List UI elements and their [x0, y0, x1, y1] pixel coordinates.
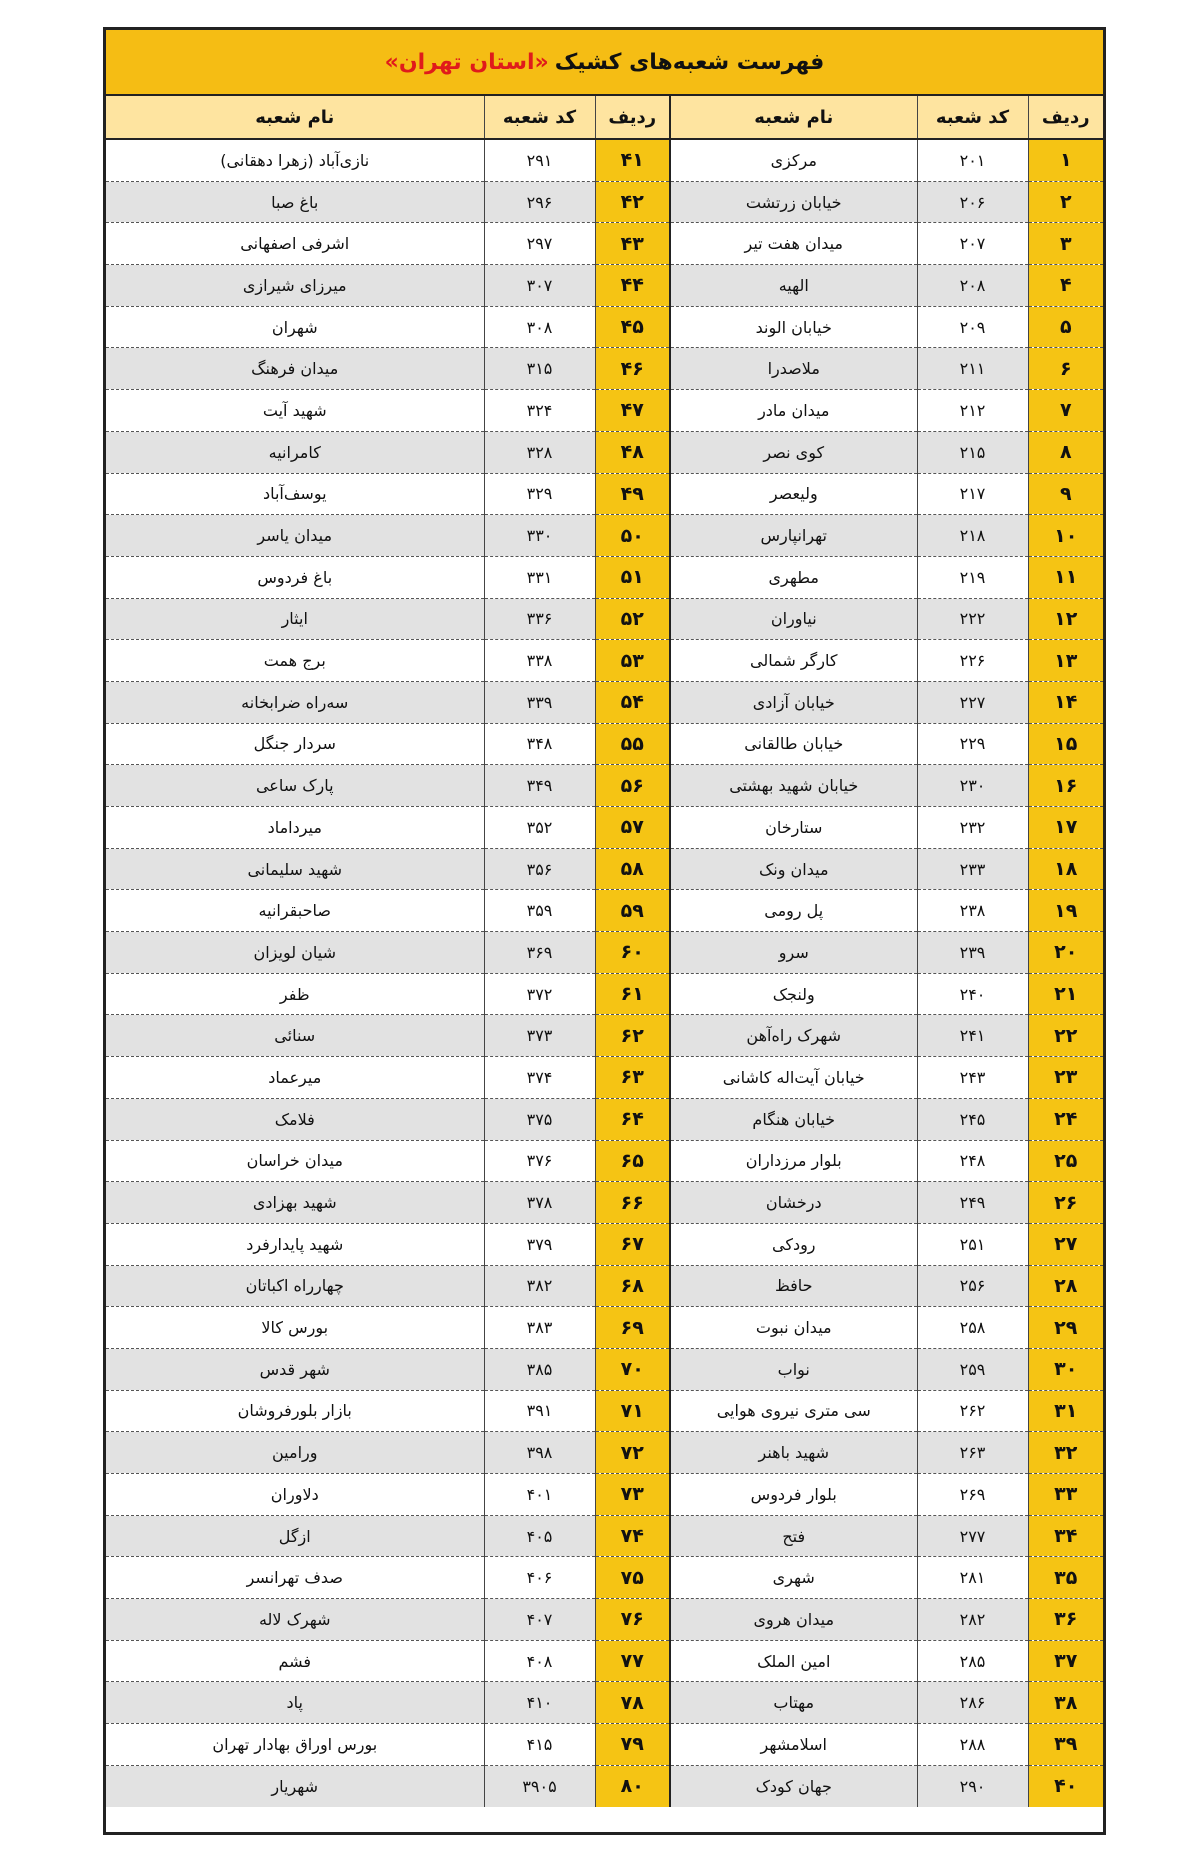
table-row	[106, 223, 1103, 265]
table-row	[106, 1432, 1103, 1474]
table-row	[106, 1348, 1103, 1390]
branch-name-cell: اسلامشهر	[670, 1724, 917, 1766]
branch-name-cell: تهرانپارس	[670, 515, 917, 557]
table-row	[106, 1057, 1103, 1099]
row-number-cell: ۵۵	[595, 723, 670, 765]
branch-code-cell: ۲۰۷	[917, 223, 1028, 265]
row-number-cell: ۶۵	[595, 1140, 670, 1182]
branch-name-cell: فشم	[106, 1640, 484, 1682]
row-number-cell: ۵۳	[595, 640, 670, 682]
branch-code-cell: ۲۱۲	[917, 390, 1028, 432]
branch-code-cell: ۳۴۹	[484, 765, 595, 807]
branch-name-cell: دلاوران	[106, 1474, 484, 1516]
branch-name-cell: جهان کودک	[670, 1765, 917, 1806]
branch-name-cell: خیابان الوند	[670, 306, 917, 348]
table-row	[106, 1682, 1103, 1724]
branch-code-cell: ۳۹۰۵	[484, 1765, 595, 1806]
branch-code-cell: ۳۵۶	[484, 848, 595, 890]
branch-name-cell: خیابان آزادی	[670, 681, 917, 723]
branch-code-cell: ۳۰۸	[484, 306, 595, 348]
row-number-cell: ۳۱	[1028, 1390, 1103, 1432]
row-number-cell: ۸	[1028, 431, 1103, 473]
row-number-cell: ۳۰	[1028, 1348, 1103, 1390]
branch-name-cell: بلوار فردوس	[670, 1474, 917, 1516]
branch-name-cell: رودکی	[670, 1223, 917, 1265]
row-number-cell: ۲۷	[1028, 1223, 1103, 1265]
branch-name-cell: فلامک	[106, 1098, 484, 1140]
row-number-cell: ۹	[1028, 473, 1103, 515]
row-number-cell: ۱	[1028, 139, 1103, 181]
branch-name-cell: نواب	[670, 1348, 917, 1390]
branch-name-cell: سردار جنگل	[106, 723, 484, 765]
row-number-cell: ۴۴	[595, 265, 670, 307]
row-number-cell: ۲۱	[1028, 973, 1103, 1015]
table-row	[106, 1599, 1103, 1641]
row-number-cell: ۴۸	[595, 431, 670, 473]
branch-code-cell: ۲۱۷	[917, 473, 1028, 515]
branch-code-cell: ۳۸۳	[484, 1307, 595, 1349]
row-number-cell: ۸۰	[595, 1765, 670, 1806]
row-number-cell: ۳۹	[1028, 1724, 1103, 1766]
row-number-cell: ۶۰	[595, 932, 670, 974]
branch-code-cell: ۲۳۹	[917, 932, 1028, 974]
branch-code-cell: ۲۶۳	[917, 1432, 1028, 1474]
table-row	[106, 973, 1103, 1015]
header-branch-code: کد شعبه	[484, 96, 595, 139]
branch-code-cell: ۳۷۶	[484, 1140, 595, 1182]
row-number-cell: ۵	[1028, 306, 1103, 348]
row-number-cell: ۷	[1028, 390, 1103, 432]
branch-name-cell: میدان هفت تیر	[670, 223, 917, 265]
branch-code-cell: ۲۲۶	[917, 640, 1028, 682]
branch-code-cell: ۲۶۲	[917, 1390, 1028, 1432]
table-row	[106, 598, 1103, 640]
row-number-cell: ۱۵	[1028, 723, 1103, 765]
branch-name-cell: مطهری	[670, 556, 917, 598]
branch-name-cell: ستارخان	[670, 807, 917, 849]
branch-code-cell: ۲۹۷	[484, 223, 595, 265]
row-number-cell: ۴۰	[1028, 1765, 1103, 1806]
branch-name-cell: ولنجک	[670, 973, 917, 1015]
branch-name-cell: باغ صبا	[106, 181, 484, 223]
branch-name-cell: ورامین	[106, 1432, 484, 1474]
branch-code-cell: ۳۴۸	[484, 723, 595, 765]
branch-code-cell: ۲۱۱	[917, 348, 1028, 390]
row-number-cell: ۱۲	[1028, 598, 1103, 640]
branch-name-cell: سرو	[670, 932, 917, 974]
branch-name-cell: شهرک لاله	[106, 1599, 484, 1641]
row-number-cell: ۲۴	[1028, 1098, 1103, 1140]
table-row	[106, 1515, 1103, 1557]
branch-code-cell: ۲۰۱	[917, 139, 1028, 181]
branch-name-cell: مرکزی	[670, 139, 917, 181]
branch-name-cell: بلوار مرزداران	[670, 1140, 917, 1182]
row-number-cell: ۷۹	[595, 1724, 670, 1766]
row-number-cell: ۷۳	[595, 1474, 670, 1516]
row-number-cell: ۷۶	[595, 1599, 670, 1641]
table-row	[106, 139, 1103, 181]
row-number-cell: ۷۵	[595, 1557, 670, 1599]
branch-name-cell: الهیه	[670, 265, 917, 307]
branch-name-cell: شیان لویزان	[106, 932, 484, 974]
branch-code-cell: ۴۱۵	[484, 1724, 595, 1766]
table-row	[106, 1390, 1103, 1432]
row-number-cell: ۱۷	[1028, 807, 1103, 849]
row-number-cell: ۱۸	[1028, 848, 1103, 890]
branch-name-cell: شهریار	[106, 1765, 484, 1806]
table-row	[106, 1765, 1103, 1806]
branch-name-cell: پاد	[106, 1682, 484, 1724]
header-branch-name: نام شعبه	[670, 96, 917, 139]
branch-name-cell: شهرک راه‌آهن	[670, 1015, 917, 1057]
row-number-cell: ۴۱	[595, 139, 670, 181]
branch-name-cell: صاحبقرانیه	[106, 890, 484, 932]
row-number-cell: ۴۷	[595, 390, 670, 432]
row-number-cell: ۴۹	[595, 473, 670, 515]
row-number-cell: ۷۷	[595, 1640, 670, 1682]
branch-code-cell: ۲۲۷	[917, 681, 1028, 723]
branch-name-cell: شهر قدس	[106, 1348, 484, 1390]
row-number-cell: ۱۴	[1028, 681, 1103, 723]
branch-name-cell: برج همت	[106, 640, 484, 682]
table-row	[106, 890, 1103, 932]
branch-name-cell: شهید پایدارفرد	[106, 1223, 484, 1265]
table-row	[106, 473, 1103, 515]
branch-name-cell: خیابان شهید بهشتی	[670, 765, 917, 807]
branch-name-cell: ایثار	[106, 598, 484, 640]
branch-code-cell: ۲۸۵	[917, 1640, 1028, 1682]
branch-code-cell: ۲۶۹	[917, 1474, 1028, 1516]
branch-code-cell: ۲۴۵	[917, 1098, 1028, 1140]
row-number-cell: ۴۲	[595, 181, 670, 223]
row-number-cell: ۷۲	[595, 1432, 670, 1474]
table-row	[106, 1223, 1103, 1265]
row-number-cell: ۷۸	[595, 1682, 670, 1724]
branch-name-cell: پارک ساعی	[106, 765, 484, 807]
branch-code-cell: ۲۹۶	[484, 181, 595, 223]
table-row	[106, 515, 1103, 557]
table-row	[106, 640, 1103, 682]
branch-code-cell: ۳۷۴	[484, 1057, 595, 1099]
branch-code-cell: ۳۲۴	[484, 390, 595, 432]
row-number-cell: ۷۱	[595, 1390, 670, 1432]
row-number-cell: ۲۰	[1028, 932, 1103, 974]
branch-code-cell: ۴۰۷	[484, 1599, 595, 1641]
branch-code-cell: ۲۱۵	[917, 431, 1028, 473]
row-number-cell: ۶۴	[595, 1098, 670, 1140]
row-number-cell: ۶	[1028, 348, 1103, 390]
branch-name-cell: پل رومی	[670, 890, 917, 932]
branch-name-cell: سه‌راه ضرابخانه	[106, 681, 484, 723]
branch-code-cell: ۴۱۰	[484, 1682, 595, 1724]
branch-name-cell: شهری	[670, 1557, 917, 1599]
branch-code-cell: ۳۳۸	[484, 640, 595, 682]
row-number-cell: ۱۶	[1028, 765, 1103, 807]
row-number-cell: ۲۸	[1028, 1265, 1103, 1307]
branch-code-cell: ۳۵۹	[484, 890, 595, 932]
branch-code-cell: ۲۸۸	[917, 1724, 1028, 1766]
row-number-cell: ۷۰	[595, 1348, 670, 1390]
table-row	[106, 181, 1103, 223]
branch-code-cell: ۴۰۸	[484, 1640, 595, 1682]
table-row	[106, 1140, 1103, 1182]
branch-name-cell: کوی نصر	[670, 431, 917, 473]
branch-code-cell: ۲۰۸	[917, 265, 1028, 307]
branch-name-cell: ولیعصر	[670, 473, 917, 515]
header-row-number: ردیف	[1028, 96, 1103, 139]
branch-name-cell: سنائی	[106, 1015, 484, 1057]
branch-name-cell: خیابان هنگام	[670, 1098, 917, 1140]
row-number-cell: ۲۲	[1028, 1015, 1103, 1057]
row-number-cell: ۱۱	[1028, 556, 1103, 598]
header-branch-name: نام شعبه	[106, 96, 484, 139]
row-number-cell: ۲۹	[1028, 1307, 1103, 1349]
row-number-cell: ۳۷	[1028, 1640, 1103, 1682]
row-number-cell: ۶۷	[595, 1223, 670, 1265]
branch-name-cell: حافظ	[670, 1265, 917, 1307]
branch-name-cell: سی متری نیروی هوایی	[670, 1390, 917, 1432]
branch-code-cell: ۲۴۹	[917, 1182, 1028, 1224]
branch-code-cell: ۲۴۸	[917, 1140, 1028, 1182]
branch-code-cell: ۳۲۹	[484, 473, 595, 515]
branch-code-cell: ۲۵۶	[917, 1265, 1028, 1307]
row-number-cell: ۳۲	[1028, 1432, 1103, 1474]
branch-name-cell: کامرانیه	[106, 431, 484, 473]
branch-name-cell: مهتاب	[670, 1682, 917, 1724]
header-branch-code: کد شعبه	[917, 96, 1028, 139]
row-number-cell: ۴	[1028, 265, 1103, 307]
table-row	[106, 1265, 1103, 1307]
table-row	[106, 807, 1103, 849]
row-number-cell: ۱۰	[1028, 515, 1103, 557]
branch-code-cell: ۳۱۵	[484, 348, 595, 390]
branch-code-cell: ۲۵۸	[917, 1307, 1028, 1349]
row-number-cell: ۵۲	[595, 598, 670, 640]
table-row	[106, 932, 1103, 974]
branch-name-cell: خیابان آیت‌اله کاشانی	[670, 1057, 917, 1099]
branch-list-document	[103, 27, 1106, 1835]
branch-name-cell: میرزای شیرازی	[106, 265, 484, 307]
branch-name-cell: ملاصدرا	[670, 348, 917, 390]
branch-code-cell: ۲۹۰	[917, 1765, 1028, 1806]
branch-code-cell: ۳۸۲	[484, 1265, 595, 1307]
branch-name-cell: یوسف‌آباد	[106, 473, 484, 515]
branch-name-cell: شهید بهزادی	[106, 1182, 484, 1224]
branch-name-cell: شهید باهنر	[670, 1432, 917, 1474]
branch-code-cell: ۲۸۲	[917, 1599, 1028, 1641]
branch-name-cell: بورس کالا	[106, 1307, 484, 1349]
branch-code-cell: ۲۳۸	[917, 890, 1028, 932]
table-header-row	[106, 96, 1103, 139]
row-number-cell: ۶۹	[595, 1307, 670, 1349]
branch-code-cell: ۳۰۷	[484, 265, 595, 307]
table-row	[106, 1182, 1103, 1224]
branch-code-cell: ۲۳۳	[917, 848, 1028, 890]
branch-name-cell: میدان هروی	[670, 1599, 917, 1641]
branch-code-cell: ۲۸۱	[917, 1557, 1028, 1599]
table-row	[106, 348, 1103, 390]
row-number-cell: ۴۵	[595, 306, 670, 348]
row-number-cell: ۵۷	[595, 807, 670, 849]
branch-code-cell: ۳۹۸	[484, 1432, 595, 1474]
branch-name-cell: صدف تهرانسر	[106, 1557, 484, 1599]
branch-name-cell: فتح	[670, 1515, 917, 1557]
branch-name-cell: میدان ونک	[670, 848, 917, 890]
branch-code-cell: ۲۰۶	[917, 181, 1028, 223]
title-province: «استان تهران»	[384, 49, 549, 75]
row-number-cell: ۳	[1028, 223, 1103, 265]
table-row	[106, 265, 1103, 307]
branch-name-cell: شهید سلیمانی	[106, 848, 484, 890]
branch-name-cell: بورس اوراق بهادار تهران	[106, 1724, 484, 1766]
table-row	[106, 1015, 1103, 1057]
branch-code-cell: ۲۹۱	[484, 139, 595, 181]
table-row	[106, 1307, 1103, 1349]
branch-name-cell: شهران	[106, 306, 484, 348]
branch-code-cell: ۳۷۵	[484, 1098, 595, 1140]
row-number-cell: ۳۴	[1028, 1515, 1103, 1557]
row-number-cell: ۵۹	[595, 890, 670, 932]
branch-name-cell: درخشان	[670, 1182, 917, 1224]
table-row	[106, 431, 1103, 473]
branch-name-cell: ظفر	[106, 973, 484, 1015]
branch-code-cell: ۲۵۹	[917, 1348, 1028, 1390]
branch-code-cell: ۲۸۶	[917, 1682, 1028, 1724]
branch-code-cell: ۳۷۹	[484, 1223, 595, 1265]
table-row	[106, 1557, 1103, 1599]
branch-code-cell: ۳۳۱	[484, 556, 595, 598]
table-row	[106, 1474, 1103, 1516]
table-row	[106, 765, 1103, 807]
branch-code-cell: ۲۱۸	[917, 515, 1028, 557]
branch-code-cell: ۲۷۷	[917, 1515, 1028, 1557]
document-title	[106, 30, 1103, 96]
branch-name-cell: میدان خراسان	[106, 1140, 484, 1182]
branch-name-cell: باغ فردوس	[106, 556, 484, 598]
row-number-cell: ۲	[1028, 181, 1103, 223]
table-row	[106, 848, 1103, 890]
branch-code-cell: ۲۳۰	[917, 765, 1028, 807]
branch-code-cell: ۳۷۳	[484, 1015, 595, 1057]
header-row-number: ردیف	[595, 96, 670, 139]
branch-name-cell: نیاوران	[670, 598, 917, 640]
branch-name-cell: شهید آیت	[106, 390, 484, 432]
table-row	[106, 556, 1103, 598]
branch-name-cell: میرعماد	[106, 1057, 484, 1099]
branch-code-cell: ۳۲۸	[484, 431, 595, 473]
branch-name-cell: امین الملک	[670, 1640, 917, 1682]
branch-code-cell: ۳۷۸	[484, 1182, 595, 1224]
table-row	[106, 390, 1103, 432]
branch-code-cell: ۲۴۱	[917, 1015, 1028, 1057]
row-number-cell: ۲۳	[1028, 1057, 1103, 1099]
table-row	[106, 681, 1103, 723]
title-text: فهرست شعبه‌های کشیک	[554, 49, 825, 75]
row-number-cell: ۳۳	[1028, 1474, 1103, 1516]
branch-name-cell: نازی‌آباد (زهرا دهقانی)	[106, 139, 484, 181]
row-number-cell: ۱۹	[1028, 890, 1103, 932]
row-number-cell: ۲۵	[1028, 1140, 1103, 1182]
row-number-cell: ۶۲	[595, 1015, 670, 1057]
branch-code-cell: ۴۰۶	[484, 1557, 595, 1599]
branch-table	[106, 96, 1103, 1807]
branch-name-cell: میدان نبوت	[670, 1307, 917, 1349]
table-row	[106, 306, 1103, 348]
branch-code-cell: ۴۰۵	[484, 1515, 595, 1557]
branch-name-cell: بازار بلورفروشان	[106, 1390, 484, 1432]
row-number-cell: ۳۶	[1028, 1599, 1103, 1641]
branch-code-cell: ۲۵۱	[917, 1223, 1028, 1265]
branch-code-cell: ۳۳۰	[484, 515, 595, 557]
row-number-cell: ۴۶	[595, 348, 670, 390]
branch-code-cell: ۳۶۹	[484, 932, 595, 974]
branch-name-cell: میدان یاسر	[106, 515, 484, 557]
row-number-cell: ۵۸	[595, 848, 670, 890]
branch-name-cell: چهارراه اکباتان	[106, 1265, 484, 1307]
branch-name-cell: میرداماد	[106, 807, 484, 849]
branch-code-cell: ۲۰۹	[917, 306, 1028, 348]
branch-code-cell: ۳۵۲	[484, 807, 595, 849]
branch-name-cell: میدان مادر	[670, 390, 917, 432]
branch-code-cell: ۲۲۹	[917, 723, 1028, 765]
row-number-cell: ۳۸	[1028, 1682, 1103, 1724]
branch-code-cell: ۲۲۲	[917, 598, 1028, 640]
branch-name-cell: اشرفی اصفهانی	[106, 223, 484, 265]
branch-name-cell: کارگر شمالی	[670, 640, 917, 682]
table-row	[106, 1098, 1103, 1140]
branch-name-cell: ازگل	[106, 1515, 484, 1557]
branch-code-cell: ۳۳۹	[484, 681, 595, 723]
row-number-cell: ۵۶	[595, 765, 670, 807]
branch-code-cell: ۳۹۱	[484, 1390, 595, 1432]
table-row	[106, 723, 1103, 765]
row-number-cell: ۶۶	[595, 1182, 670, 1224]
row-number-cell: ۵۱	[595, 556, 670, 598]
row-number-cell: ۲۶	[1028, 1182, 1103, 1224]
branch-code-cell: ۲۴۳	[917, 1057, 1028, 1099]
row-number-cell: ۶۳	[595, 1057, 670, 1099]
branch-code-cell: ۳۸۵	[484, 1348, 595, 1390]
row-number-cell: ۵۴	[595, 681, 670, 723]
table-row	[106, 1640, 1103, 1682]
row-number-cell: ۵۰	[595, 515, 670, 557]
branch-code-cell: ۳۷۲	[484, 973, 595, 1015]
branch-code-cell: ۳۳۶	[484, 598, 595, 640]
row-number-cell: ۷۴	[595, 1515, 670, 1557]
row-number-cell: ۱۳	[1028, 640, 1103, 682]
branch-name-cell: خیابان زرتشت	[670, 181, 917, 223]
row-number-cell: ۴۳	[595, 223, 670, 265]
branch-code-cell: ۲۴۰	[917, 973, 1028, 1015]
row-number-cell: ۶۱	[595, 973, 670, 1015]
row-number-cell: ۶۸	[595, 1265, 670, 1307]
row-number-cell: ۳۵	[1028, 1557, 1103, 1599]
branch-code-cell: ۲۱۹	[917, 556, 1028, 598]
branch-code-cell: ۲۳۲	[917, 807, 1028, 849]
table-row	[106, 1724, 1103, 1766]
branch-name-cell: میدان فرهنگ	[106, 348, 484, 390]
branch-code-cell: ۴۰۱	[484, 1474, 595, 1516]
branch-name-cell: خیابان طالقانی	[670, 723, 917, 765]
